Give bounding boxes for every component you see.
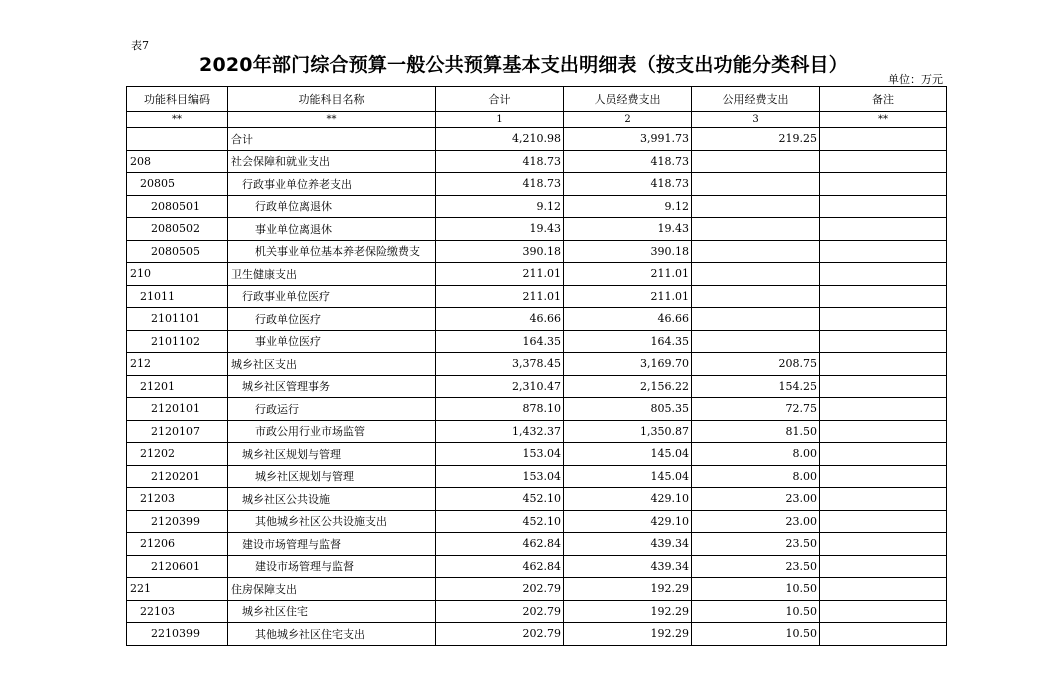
cell-note bbox=[820, 623, 947, 646]
cell-code: 2120399 bbox=[127, 510, 228, 533]
cell-total: 878.10 bbox=[436, 398, 564, 421]
cell-note bbox=[820, 510, 947, 533]
cell-name: 其他城乡社区住宅支出 bbox=[228, 623, 436, 646]
cell-code: 2120601 bbox=[127, 555, 228, 578]
cell-name: 机关事业单位基本养老保险缴费支 bbox=[228, 240, 436, 263]
cell-code: 20805 bbox=[127, 173, 228, 196]
cell-personnel: 211.01 bbox=[564, 285, 692, 308]
table-row bbox=[127, 533, 947, 556]
table-row bbox=[127, 308, 947, 331]
table-row bbox=[127, 555, 947, 578]
cell-personnel: 2,156.22 bbox=[564, 375, 692, 398]
cell-name: 行政运行 bbox=[228, 398, 436, 421]
cell-total: 164.35 bbox=[436, 330, 564, 353]
cell-code: 21011 bbox=[127, 285, 228, 308]
column-index-code: ** bbox=[127, 112, 228, 128]
cell-code: 208 bbox=[127, 150, 228, 173]
cell-code: 2120107 bbox=[127, 420, 228, 443]
cell-public bbox=[692, 330, 820, 353]
table-row bbox=[127, 353, 947, 376]
cell-total: 211.01 bbox=[436, 285, 564, 308]
cell-code: 221 bbox=[127, 578, 228, 601]
cell-total: 462.84 bbox=[436, 533, 564, 556]
cell-total: 1,432.37 bbox=[436, 420, 564, 443]
cell-personnel: 9.12 bbox=[564, 195, 692, 218]
cell-personnel: 429.10 bbox=[564, 488, 692, 511]
cell-personnel: 192.29 bbox=[564, 578, 692, 601]
cell-name: 卫生健康支出 bbox=[228, 263, 436, 286]
cell-code: 210 bbox=[127, 263, 228, 286]
cell-total: 452.10 bbox=[436, 488, 564, 511]
cell-public: 23.50 bbox=[692, 533, 820, 556]
column-header-total: 合计 bbox=[436, 87, 564, 112]
cell-note bbox=[820, 263, 947, 286]
cell-public bbox=[692, 150, 820, 173]
cell-public: 10.50 bbox=[692, 578, 820, 601]
column-index-name: ** bbox=[228, 112, 436, 128]
cell-personnel: 805.35 bbox=[564, 398, 692, 421]
cell-code: 21202 bbox=[127, 443, 228, 466]
cell-public: 219.25 bbox=[692, 128, 820, 151]
cell-note bbox=[820, 330, 947, 353]
cell-personnel: 145.04 bbox=[564, 443, 692, 466]
cell-public bbox=[692, 240, 820, 263]
table-row-total bbox=[127, 128, 947, 151]
cell-name: 市政公用行业市场监管 bbox=[228, 420, 436, 443]
cell-code: 2120101 bbox=[127, 398, 228, 421]
cell-name: 城乡社区公共设施 bbox=[228, 488, 436, 511]
cell-total: 153.04 bbox=[436, 443, 564, 466]
cell-note bbox=[820, 128, 947, 151]
cell-total: 19.43 bbox=[436, 218, 564, 241]
table-row bbox=[127, 240, 947, 263]
cell-public bbox=[692, 173, 820, 196]
cell-personnel: 418.73 bbox=[564, 150, 692, 173]
column-header-public: 公用经费支出 bbox=[692, 87, 820, 112]
cell-note bbox=[820, 488, 947, 511]
cell-code: 21206 bbox=[127, 533, 228, 556]
budget-table bbox=[126, 86, 947, 646]
table-body bbox=[127, 128, 947, 646]
cell-note bbox=[820, 443, 947, 466]
cell-total: 153.04 bbox=[436, 465, 564, 488]
cell-total: 211.01 bbox=[436, 263, 564, 286]
cell-public: 23.00 bbox=[692, 510, 820, 533]
cell-code: 212 bbox=[127, 353, 228, 376]
cell-total: 390.18 bbox=[436, 240, 564, 263]
cell-note bbox=[820, 218, 947, 241]
cell-code: 21201 bbox=[127, 375, 228, 398]
unit-label: 单位：万元 bbox=[888, 73, 943, 86]
cell-total: 202.79 bbox=[436, 623, 564, 646]
cell-code: 2080505 bbox=[127, 240, 228, 263]
cell-public: 23.00 bbox=[692, 488, 820, 511]
cell-name: 建设市场管理与监督 bbox=[228, 533, 436, 556]
column-index-row bbox=[127, 112, 947, 128]
cell-name: 行政单位离退休 bbox=[228, 195, 436, 218]
cell-code: 2210399 bbox=[127, 623, 228, 646]
cell-total: 452.10 bbox=[436, 510, 564, 533]
page-title: 2020年部门综合预算一般公共预算基本支出明细表（按支出功能分类科目） bbox=[199, 54, 848, 76]
cell-name: 事业单位医疗 bbox=[228, 330, 436, 353]
column-header-personnel: 人员经费支出 bbox=[564, 87, 692, 112]
table-row bbox=[127, 623, 947, 646]
cell-total: 202.79 bbox=[436, 578, 564, 601]
cell-personnel: 429.10 bbox=[564, 510, 692, 533]
cell-total: 2,310.47 bbox=[436, 375, 564, 398]
table-row bbox=[127, 330, 947, 353]
cell-name: 城乡社区住宅 bbox=[228, 600, 436, 623]
cell-personnel: 390.18 bbox=[564, 240, 692, 263]
cell-total: 418.73 bbox=[436, 150, 564, 173]
cell-note bbox=[820, 555, 947, 578]
cell-personnel: 145.04 bbox=[564, 465, 692, 488]
cell-public bbox=[692, 285, 820, 308]
cell-note bbox=[820, 173, 947, 196]
cell-public: 8.00 bbox=[692, 465, 820, 488]
cell-public bbox=[692, 263, 820, 286]
cell-code: 2101102 bbox=[127, 330, 228, 353]
cell-total: 418.73 bbox=[436, 173, 564, 196]
cell-public: 23.50 bbox=[692, 555, 820, 578]
cell-note bbox=[820, 240, 947, 263]
cell-name: 事业单位离退休 bbox=[228, 218, 436, 241]
cell-total: 9.12 bbox=[436, 195, 564, 218]
table-row bbox=[127, 150, 947, 173]
table-row bbox=[127, 600, 947, 623]
cell-public: 10.50 bbox=[692, 623, 820, 646]
cell-total: 202.79 bbox=[436, 600, 564, 623]
cell-name: 行政单位医疗 bbox=[228, 308, 436, 331]
cell-name: 行政事业单位养老支出 bbox=[228, 173, 436, 196]
cell-note bbox=[820, 195, 947, 218]
cell-name: 城乡社区支出 bbox=[228, 353, 436, 376]
cell-name: 城乡社区管理事务 bbox=[228, 375, 436, 398]
cell-note bbox=[820, 465, 947, 488]
cell-name: 合计 bbox=[228, 128, 436, 151]
cell-personnel: 19.43 bbox=[564, 218, 692, 241]
cell-personnel: 192.29 bbox=[564, 623, 692, 646]
table-row bbox=[127, 285, 947, 308]
cell-name: 行政事业单位医疗 bbox=[228, 285, 436, 308]
table-row bbox=[127, 510, 947, 533]
cell-public: 81.50 bbox=[692, 420, 820, 443]
cell-personnel: 3,169.70 bbox=[564, 353, 692, 376]
cell-code: 2120201 bbox=[127, 465, 228, 488]
table-row bbox=[127, 195, 947, 218]
table-row bbox=[127, 443, 947, 466]
table-row bbox=[127, 465, 947, 488]
table-header-row bbox=[127, 87, 947, 112]
cell-code: 2101101 bbox=[127, 308, 228, 331]
table-number: 表7 bbox=[131, 39, 149, 52]
cell-personnel: 211.01 bbox=[564, 263, 692, 286]
cell-public bbox=[692, 195, 820, 218]
cell-total: 4,210.98 bbox=[436, 128, 564, 151]
cell-name: 其他城乡社区公共设施支出 bbox=[228, 510, 436, 533]
cell-public: 8.00 bbox=[692, 443, 820, 466]
cell-code: 2080502 bbox=[127, 218, 228, 241]
cell-note bbox=[820, 398, 947, 421]
cell-code: 22103 bbox=[127, 600, 228, 623]
cell-note bbox=[820, 150, 947, 173]
cell-public bbox=[692, 308, 820, 331]
cell-personnel: 46.66 bbox=[564, 308, 692, 331]
cell-note bbox=[820, 353, 947, 376]
cell-note bbox=[820, 533, 947, 556]
column-index-note: ** bbox=[820, 112, 947, 128]
cell-public: 208.75 bbox=[692, 353, 820, 376]
cell-note bbox=[820, 578, 947, 601]
column-index-public: 3 bbox=[692, 112, 820, 128]
cell-public: 72.75 bbox=[692, 398, 820, 421]
column-header-name: 功能科目名称 bbox=[228, 87, 436, 112]
table-row bbox=[127, 263, 947, 286]
table-row bbox=[127, 173, 947, 196]
cell-personnel: 439.34 bbox=[564, 555, 692, 578]
table-row bbox=[127, 578, 947, 601]
cell-name: 城乡社区规划与管理 bbox=[228, 443, 436, 466]
column-header-note: 备注 bbox=[820, 87, 947, 112]
cell-note bbox=[820, 285, 947, 308]
cell-personnel: 439.34 bbox=[564, 533, 692, 556]
table-row bbox=[127, 488, 947, 511]
table-row bbox=[127, 420, 947, 443]
table-row bbox=[127, 375, 947, 398]
table-row bbox=[127, 218, 947, 241]
cell-name: 城乡社区规划与管理 bbox=[228, 465, 436, 488]
column-index-personnel: 2 bbox=[564, 112, 692, 128]
cell-code bbox=[127, 128, 228, 151]
cell-public: 154.25 bbox=[692, 375, 820, 398]
table-row bbox=[127, 398, 947, 421]
cell-personnel: 3,991.73 bbox=[564, 128, 692, 151]
cell-total: 462.84 bbox=[436, 555, 564, 578]
cell-total: 46.66 bbox=[436, 308, 564, 331]
cell-note bbox=[820, 420, 947, 443]
cell-code: 2080501 bbox=[127, 195, 228, 218]
cell-name: 建设市场管理与监督 bbox=[228, 555, 436, 578]
cell-note bbox=[820, 308, 947, 331]
cell-note bbox=[820, 600, 947, 623]
cell-public: 10.50 bbox=[692, 600, 820, 623]
cell-public bbox=[692, 218, 820, 241]
cell-personnel: 164.35 bbox=[564, 330, 692, 353]
cell-total: 3,378.45 bbox=[436, 353, 564, 376]
cell-personnel: 192.29 bbox=[564, 600, 692, 623]
cell-note bbox=[820, 375, 947, 398]
cell-name: 住房保障支出 bbox=[228, 578, 436, 601]
cell-name: 社会保障和就业支出 bbox=[228, 150, 436, 173]
cell-code: 21203 bbox=[127, 488, 228, 511]
cell-personnel: 418.73 bbox=[564, 173, 692, 196]
cell-personnel: 1,350.87 bbox=[564, 420, 692, 443]
column-index-total: 1 bbox=[436, 112, 564, 128]
column-header-code: 功能科目编码 bbox=[127, 87, 228, 112]
